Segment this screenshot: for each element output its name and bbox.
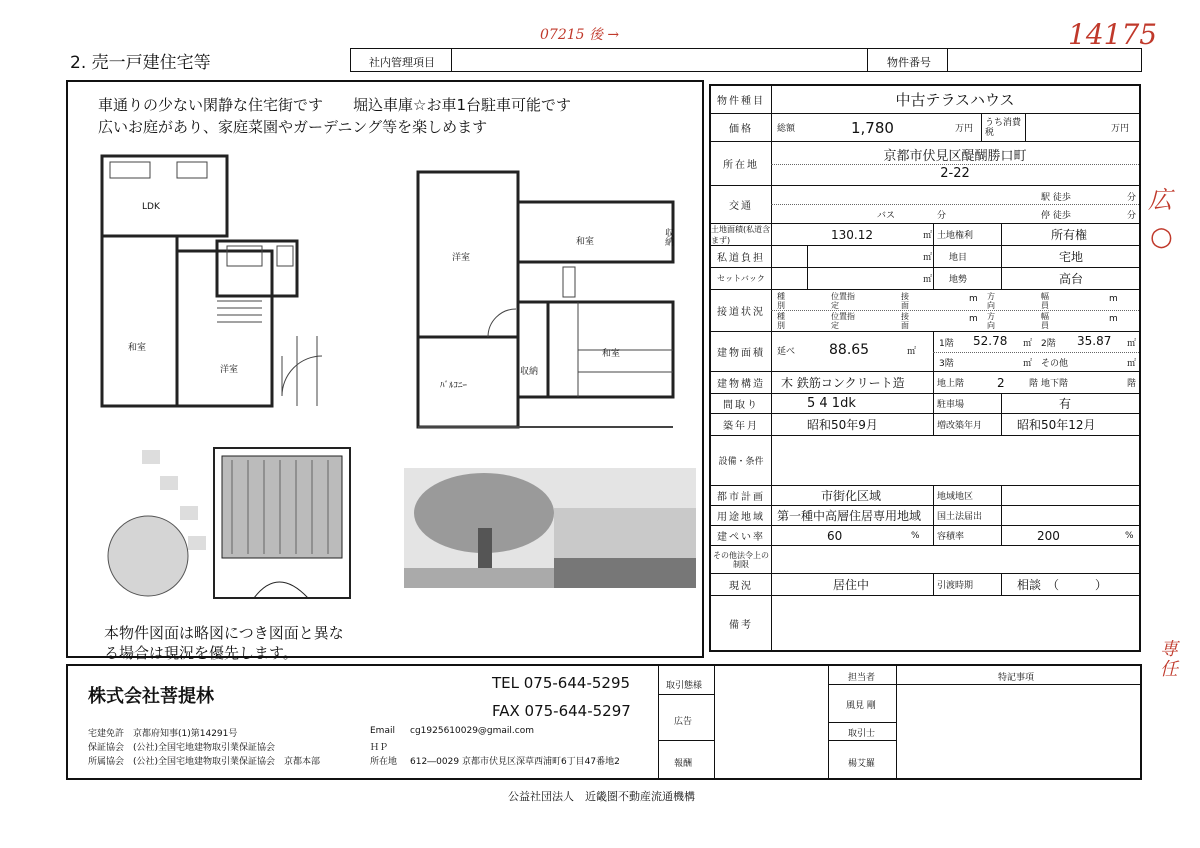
kokudo-label: 国土法届出 [937, 512, 983, 522]
room-washitsu-1f: 和室 [128, 343, 147, 353]
spec-table [709, 84, 1141, 652]
exterior-photo [404, 468, 696, 588]
room-shuno-2f-b: 収納 [520, 367, 539, 377]
room-ldk-1f: LDK [142, 202, 160, 212]
room-balcony-2f: ﾊﾞﾙｺﾆｰ [440, 381, 468, 391]
extension-label: 増改築年月 [937, 421, 983, 431]
road-m-2: m [969, 314, 978, 324]
hp-label: ＨＰ [370, 743, 389, 753]
use-value: 第一種中高層住居専用地域 [777, 509, 922, 523]
road-dir-2: 方向 [987, 312, 995, 330]
access-label: 交通 [711, 186, 772, 223]
access-station: 駅 徒歩 [1041, 193, 1071, 203]
road-pos-2: 位置指定 [831, 312, 855, 330]
road-width-2: 幅員 [1041, 312, 1049, 330]
setback-label: セットバック [711, 268, 772, 289]
status-value: 居住中 [833, 578, 870, 592]
structure-value: 木 鉄筋コンクリート造 [781, 376, 905, 390]
section-title: 2. 売一戸建住宅等 [70, 53, 211, 73]
email-value: cg1925610029@gmail.com [410, 726, 535, 736]
floor2-sqm: ㎡ [1127, 339, 1137, 349]
price-label: 価格 [711, 114, 772, 141]
floorplan-2f [408, 162, 688, 432]
internal-label: 社内管理項目 [369, 56, 435, 69]
other-sqm: ㎡ [1127, 359, 1137, 369]
road-m-1b: m [1109, 294, 1118, 304]
email-label: Email [370, 726, 395, 736]
road-m-1: m [969, 294, 978, 304]
address-value: 612―0029 京都市伏見区深草西浦町6丁目47番地2 [410, 757, 620, 767]
built-value: 昭和50年9月 [807, 418, 878, 432]
handover-value: 相談 （ ） [1017, 578, 1108, 592]
bcr-pct: % [911, 530, 920, 541]
price-value: 1,780 [851, 118, 894, 137]
description-line2: 広いお庭があり、家庭菜園やガーデニング等を楽しめます [98, 118, 488, 136]
land-right-value: 所有権 [1051, 228, 1088, 242]
far-value: 200 [1037, 528, 1060, 543]
handwritten-note-senin: 専任 [1160, 639, 1178, 680]
access-stop: 停 徒歩 [1041, 211, 1071, 221]
land-area-value: 130.12 [831, 227, 873, 242]
parking-value: 有 [1059, 397, 1072, 411]
road-m-2b: m [1109, 314, 1118, 324]
road-label: 接道状況 [711, 290, 772, 331]
floor2-value: 35.87 [1077, 334, 1112, 348]
land-sqm: ㎡ [923, 231, 933, 241]
floor1-sqm: ㎡ [1023, 339, 1033, 349]
torihikishi-label: 取引士 [848, 729, 876, 739]
location-line1: 京都市伏見区醍醐勝口町 [883, 149, 1027, 164]
tanto-value: 風見 剛 [846, 701, 876, 711]
floor3-label: 3階 [939, 359, 954, 369]
room-washitsu-2f-a: 和室 [576, 237, 595, 247]
building-area-label: 建物面積 [711, 332, 772, 371]
chimoku-label: 地目 [949, 253, 968, 263]
bcr-value: 60 [827, 528, 843, 543]
image-panel [66, 80, 704, 662]
address-label: 所在地 [370, 757, 398, 767]
other-label: その他 [1041, 359, 1069, 369]
company-fax: FAX 075-644-5297 [492, 702, 631, 720]
city-plan-label: 都市計画 [711, 486, 772, 505]
handover-label: 引渡時期 [937, 581, 974, 591]
chisei-value: 高台 [1059, 272, 1084, 286]
above-value: 2 [997, 375, 1005, 390]
extension-value: 昭和50年12月 [1017, 418, 1096, 432]
handwritten-note-circle: ○ [1150, 222, 1173, 252]
type-value: 中古テラスハウス [895, 91, 1015, 109]
layout-value: 5 4 1dk [807, 396, 856, 411]
handwritten-note-hiro: 広 [1148, 186, 1172, 214]
built-label: 築年月 [711, 414, 772, 435]
access-bus: バス [877, 211, 896, 221]
tanto-label: 担当者 [848, 673, 876, 683]
floorplan-1f [92, 146, 342, 416]
tax-unit: 万円 [1111, 124, 1130, 134]
above-unit: 階 [1029, 379, 1039, 389]
facilities-label: 設備・条件 [711, 436, 772, 485]
access-min: 分 [1127, 193, 1137, 203]
road-dir-1: 方向 [987, 292, 995, 310]
room-shuno-2f-a: 収納 [663, 228, 673, 246]
room-youshitsu-1f: 洋室 [220, 365, 239, 375]
garden-illustration [98, 446, 358, 606]
above-label: 地上階 [937, 379, 965, 389]
internal-management-box [350, 48, 1142, 72]
handwritten-number: 14175 [1068, 18, 1158, 51]
structure-label: 建物構造 [711, 372, 772, 393]
location-line2: 2-22 [940, 166, 970, 181]
chimoku-value: 宅地 [1059, 250, 1084, 264]
far-label: 容積率 [937, 532, 965, 542]
tokki-label: 特記事項 [998, 673, 1035, 683]
floor1-label: 1階 [939, 339, 954, 349]
torihiki-label: 取引態様 [666, 681, 703, 691]
company-tel: TEL 075-644-5295 [492, 674, 631, 692]
remarks-label: 備考 [711, 596, 772, 650]
price-unit: 万円 [955, 124, 974, 134]
city-plan-value: 市街化区域 [821, 489, 882, 503]
private-road-label: 私道負担 [711, 246, 772, 267]
guarantee-text: 保証協会 (公社)全国宅地建物取引業保証協会 [88, 743, 276, 753]
organization-name: 公益社団法人 近畿圏不動産流通機構 [508, 790, 695, 803]
price-total-label: 総額 [777, 124, 796, 134]
road-width-1: 幅員 [1041, 292, 1049, 310]
use-label: 用途地域 [711, 506, 772, 525]
road-face-1: 接面 [901, 292, 909, 310]
handwritten-top-note: 07215 後 → [540, 27, 620, 43]
member-text: 所属協会 (公社)全国宅地建物取引業保証協会 京都本部 [88, 757, 321, 767]
company-name: 株式会社菩提林 [88, 686, 214, 707]
location-label: 所在地 [711, 142, 772, 185]
road-kind-1: 種別 [777, 292, 785, 310]
parking-label: 駐車場 [937, 400, 965, 410]
footer-box [66, 664, 1142, 780]
far-pct: % [1125, 530, 1134, 541]
bcr-label: 建ぺい率 [711, 526, 772, 545]
disclaimer-line1: 本物件図面は略図につき図面と異な [104, 624, 344, 642]
type-label: 物件種目 [711, 86, 772, 113]
layout-label: 間取り [711, 394, 772, 413]
land-right-label: 土地権利 [937, 231, 974, 241]
torihikishi-value: 楊艾羅 [848, 759, 876, 769]
chisei-label: 地勢 [949, 275, 968, 285]
property-no-label: 物件番号 [887, 56, 931, 69]
land-area-label: 土地面積(私道含まず) [711, 224, 771, 245]
floor3-sqm: ㎡ [1023, 359, 1033, 369]
below-label: 地下階 [1041, 379, 1069, 389]
private-road-sqm: ㎡ [923, 253, 933, 263]
building-total-label: 延べ [777, 347, 796, 357]
floor2-label: 2階 [1041, 339, 1056, 349]
tax-label: うち消費税 [985, 117, 1022, 138]
koukoku-label: 広告 [674, 717, 693, 727]
room-youshitsu-2f: 洋室 [452, 253, 471, 263]
description-line1: 車通りの少ない閑静な住宅街です 堀込車庫☆お車1台駐車可能です [98, 96, 571, 114]
road-face-2: 接面 [901, 312, 909, 330]
below-unit: 階 [1127, 379, 1137, 389]
housyu-label: 報酬 [674, 759, 693, 769]
road-kind-2: 種別 [777, 312, 785, 330]
access-bus-min: 分 [937, 211, 947, 221]
floor1-value: 52.78 [973, 334, 1008, 348]
status-label: 現況 [711, 574, 772, 595]
restrict-label: その他法令上の制限 [711, 546, 772, 573]
room-washitsu-2f-b: 和室 [602, 349, 621, 359]
access-stop-min: 分 [1127, 211, 1137, 221]
building-total-sqm: ㎡ [907, 347, 917, 357]
building-total-value: 88.65 [829, 342, 870, 358]
disclaimer-line2: る場合は現況を優先します。 [104, 644, 298, 662]
road-pos-1: 位置指定 [831, 292, 855, 310]
district-label: 地域地区 [937, 492, 974, 502]
license-text: 宅建免許 京都府知事(1)第14291号 [88, 729, 238, 739]
setback-sqm: ㎡ [923, 275, 933, 285]
